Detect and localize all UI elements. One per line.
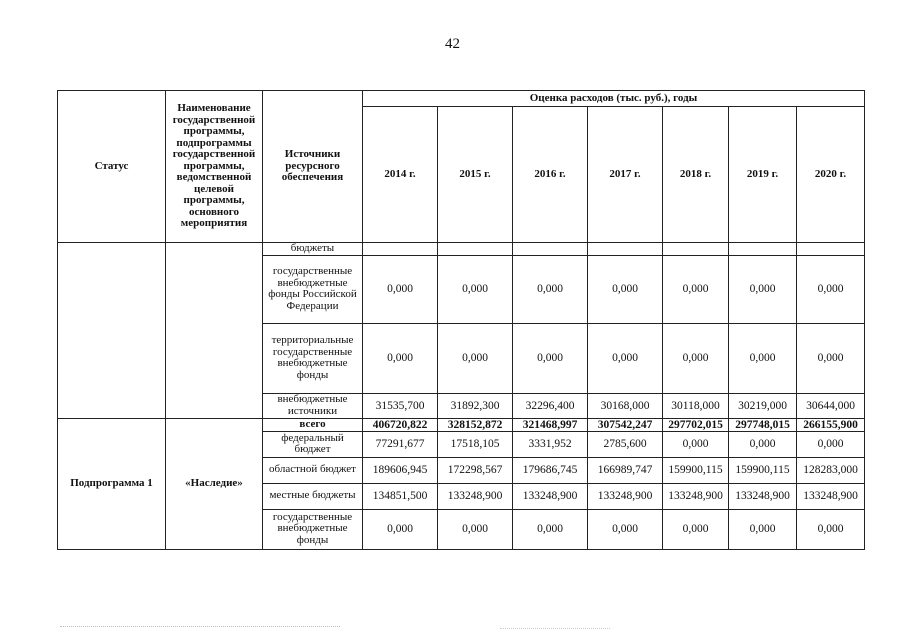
- source-label: территориальные государственные внебюджетные фонды: [263, 323, 363, 393]
- year-header: 2014 г.: [363, 107, 438, 243]
- value-cell: 297702,015: [663, 418, 729, 431]
- value-cell: 133248,900: [729, 483, 797, 509]
- value-cell: 0,000: [438, 509, 513, 549]
- value-cell: 0,000: [797, 323, 865, 393]
- source-label: всего: [263, 418, 363, 431]
- source-label: бюджеты: [263, 243, 363, 256]
- value-cell: 159900,115: [663, 457, 729, 483]
- year-header: 2015 г.: [438, 107, 513, 243]
- value-cell: 0,000: [797, 509, 865, 549]
- value-cell: 0,000: [663, 431, 729, 457]
- value-cell: 266155,900: [797, 418, 865, 431]
- value-cell: 17518,105: [438, 431, 513, 457]
- header-estimate: Оценка расходов (тыс. руб.), годы: [363, 91, 865, 107]
- value-cell: [797, 243, 865, 256]
- program-name-cell-empty: [166, 243, 263, 419]
- value-cell: 30644,000: [797, 393, 865, 418]
- value-cell: 133248,900: [797, 483, 865, 509]
- value-cell: 133248,900: [438, 483, 513, 509]
- value-cell: 0,000: [729, 255, 797, 323]
- value-cell: [663, 243, 729, 256]
- year-header: 2017 г.: [588, 107, 663, 243]
- source-label: областной бюджет: [263, 457, 363, 483]
- subprogram-name: «Наследие»: [166, 418, 263, 549]
- value-cell: 133248,900: [513, 483, 588, 509]
- value-cell: 0,000: [588, 509, 663, 549]
- value-cell: 0,000: [513, 323, 588, 393]
- value-cell: 31892,300: [438, 393, 513, 418]
- value-cell: 321468,997: [513, 418, 588, 431]
- source-label: внебюджетные источники: [263, 393, 363, 418]
- year-header: 2019 г.: [729, 107, 797, 243]
- value-cell: 32296,400: [513, 393, 588, 418]
- value-cell: 133248,900: [663, 483, 729, 509]
- value-cell: 0,000: [729, 509, 797, 549]
- value-cell: 307542,247: [588, 418, 663, 431]
- source-label: государственные внебюджетные фонды: [263, 509, 363, 549]
- scan-artifact: [60, 626, 340, 627]
- value-cell: 0,000: [663, 255, 729, 323]
- value-cell: 3331,952: [513, 431, 588, 457]
- value-cell: 0,000: [588, 323, 663, 393]
- value-cell: [588, 243, 663, 256]
- budget-table: [57, 90, 865, 550]
- value-cell: 0,000: [797, 255, 865, 323]
- value-cell: 0,000: [513, 255, 588, 323]
- scan-artifact: [500, 628, 610, 629]
- header-program-name: Наименование государственной программы, подпрограммы государственной программы, ведомственной целевой программы, основного мероприятия: [166, 91, 263, 243]
- subprogram-status: Подпрограмма 1: [58, 418, 166, 549]
- value-cell: 328152,872: [438, 418, 513, 431]
- value-cell: 0,000: [513, 509, 588, 549]
- value-cell: 159900,115: [729, 457, 797, 483]
- source-label: государственные внебюджетные фонды Российской Федерации: [263, 255, 363, 323]
- value-cell: 0,000: [363, 255, 438, 323]
- value-cell: 406720,822: [363, 418, 438, 431]
- value-cell: 179686,745: [513, 457, 588, 483]
- year-header: 2016 г.: [513, 107, 588, 243]
- year-header: 2020 г.: [797, 107, 865, 243]
- value-cell: 0,000: [797, 431, 865, 457]
- header-sources: Источники ресурсного обеспечения: [263, 91, 363, 243]
- value-cell: 134851,500: [363, 483, 438, 509]
- value-cell: 128283,000: [797, 457, 865, 483]
- value-cell: 0,000: [438, 255, 513, 323]
- value-cell: 189606,945: [363, 457, 438, 483]
- value-cell: 166989,747: [588, 457, 663, 483]
- value-cell: 30118,000: [663, 393, 729, 418]
- value-cell: [513, 243, 588, 256]
- value-cell: 0,000: [363, 509, 438, 549]
- source-label: местные бюджеты: [263, 483, 363, 509]
- source-label: федеральный бюджет: [263, 431, 363, 457]
- value-cell: 297748,015: [729, 418, 797, 431]
- value-cell: 0,000: [729, 431, 797, 457]
- value-cell: 0,000: [588, 255, 663, 323]
- value-cell: [363, 243, 438, 256]
- value-cell: 0,000: [663, 509, 729, 549]
- value-cell: 0,000: [729, 323, 797, 393]
- value-cell: 0,000: [438, 323, 513, 393]
- value-cell: 0,000: [663, 323, 729, 393]
- value-cell: 172298,567: [438, 457, 513, 483]
- header-status: Статус: [58, 91, 166, 243]
- value-cell: 31535,700: [363, 393, 438, 418]
- value-cell: 77291,677: [363, 431, 438, 457]
- value-cell: 133248,900: [588, 483, 663, 509]
- value-cell: [438, 243, 513, 256]
- value-cell: 30168,000: [588, 393, 663, 418]
- value-cell: [729, 243, 797, 256]
- page-number: 42: [445, 36, 460, 52]
- year-header: 2018 г.: [663, 107, 729, 243]
- value-cell: 30219,000: [729, 393, 797, 418]
- value-cell: 0,000: [363, 323, 438, 393]
- status-cell-empty: [58, 243, 166, 419]
- value-cell: 2785,600: [588, 431, 663, 457]
